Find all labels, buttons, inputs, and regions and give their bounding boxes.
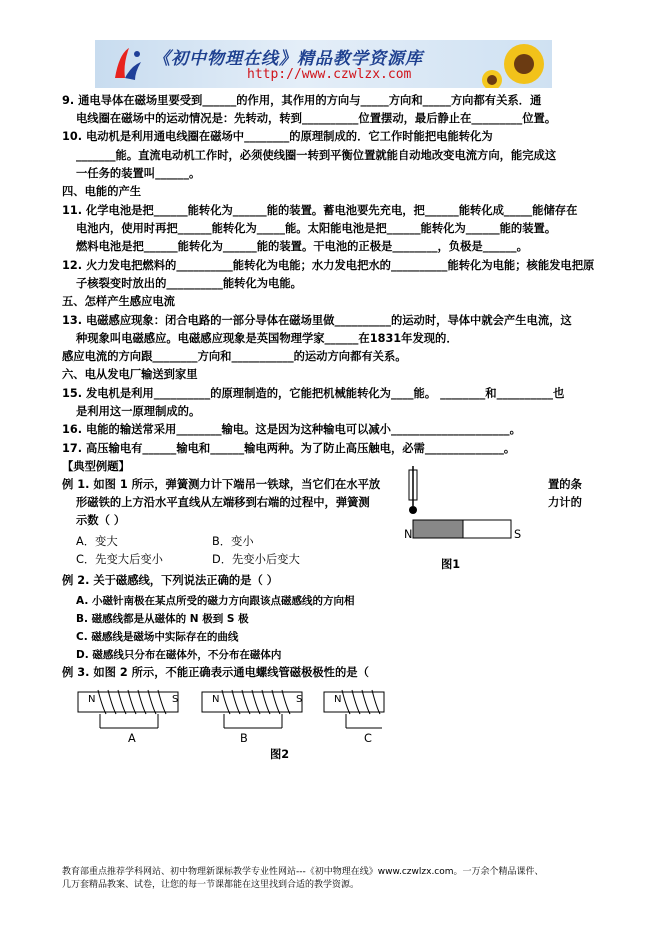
question-12-line-2: 子核裂变时放出的__________能转化为电能。 <box>76 277 302 290</box>
question-9-line-2: 电线圈在磁场中的运动情况是：先转动，转到__________位置摆动，最后静止在_________位置。 <box>76 112 557 125</box>
question-10-line-2: _______能。直流电动机工作时，必须使线圈一转到平衡位置就能自动地改变电流方向，能完成这 <box>76 149 557 162</box>
question-11-line-2: 电池内，使用时再把______能转化为_____能。太阳能电池是把______能转化为______能的装置。 <box>76 222 557 235</box>
figure-2-label-c: C <box>364 732 372 745</box>
figure-2-b-s-pole: S <box>296 694 303 705</box>
figure-2-a-n-pole: N <box>88 694 96 705</box>
example-2-choice-d: D. 磁感线只分布在磁体外，不分布在磁体内 <box>76 649 282 661</box>
example-2-choice-a: A. 小磁针南极在某点所受的磁力方向跟该点磁感线的方向相 <box>76 595 355 607</box>
figure-1-n-label: N <box>404 528 413 541</box>
site-logo-icon <box>109 44 145 84</box>
banner-title: 《初中物理在线》精品教学资源库 <box>153 49 423 69</box>
banner-url[interactable]: http://www.czwlzx.com <box>247 67 412 82</box>
section-4-heading: 四、电能的产生 <box>62 185 142 198</box>
example-1-line-1-left: 例 1. 如图 1 所示，弹簧测力计下端吊一铁球，当它们在水平放 <box>62 478 381 491</box>
sunflower-icon <box>480 40 550 88</box>
question-10-line-3: 一任务的装置叫______。 <box>76 167 201 180</box>
figure-2-diagram <box>70 684 390 744</box>
question-11-line-1: 11. 化学电池是把______能转化为______能的装置。蓄电池要先充电，把______能转化成_____能储存在 <box>62 204 578 217</box>
example-1-line-2-right: 力计的 <box>548 496 582 509</box>
question-12-line-1: 12. 火力发电把燃料的__________能转化为电能；水力发电把水的__________能转化为电能；核能发电把原 <box>62 259 595 272</box>
figure-2-a-s-pole: S <box>172 694 179 705</box>
example-1-choice-c: C．先变大后变小 <box>76 553 163 566</box>
question-16: 16. 电能的输送常采用________输电。这是因为这种输电可以减小_____________________。 <box>62 423 521 436</box>
example-1-line-2-left: 形磁铁的上方沿水平直线从左端移到右端的过程中，弹簧测 <box>76 496 370 509</box>
example-1-choice-d: D．先变小后变大 <box>212 553 300 566</box>
example-2-choice-b: B. 磁感线都是从磁体的 N 极到 S 极 <box>76 613 249 625</box>
section-5-heading: 五、怎样产生感应电流 <box>62 295 175 308</box>
figure-2-label-a: A <box>128 732 136 745</box>
typical-examples-heading: 【典型例题】 <box>62 460 130 473</box>
example-2-stem: 例 2. 关于磁感线，下列说法正确的是（ ） <box>62 574 278 587</box>
question-10-line-1: 10. 电动机是利用通电线圈在磁场中________的原理制成的．它工作时能把电能转化为 <box>62 130 493 143</box>
question-13-line-2: 种现象叫电磁感应。电磁感应现象是英国物理学家______在1831年发现的． <box>76 332 458 345</box>
example-1-choice-b: B．变小 <box>212 535 254 548</box>
example-2-choice-c: C. 磁感线是磁场中实际存在的曲线 <box>76 631 239 643</box>
figure-2-caption: 图2 <box>270 748 290 761</box>
question-15-line-2: 是利用这一原理制成的。 <box>76 405 201 418</box>
footer-line-1: 教育部重点推荐学科网站、初中物理新课标教学专业性网站---《初中物理在线》www.czwlzx.com。一万余个精品课件、 <box>62 867 544 877</box>
example-1-choice-a: A．变大 <box>76 535 118 548</box>
question-15-line-1: 15. 发电机是利用__________的原理制造的，它能把机械能转化为____能。 ________和__________也 <box>62 387 565 400</box>
question-11-line-3: 燃料电池是把______能转化为______能的装置。干电池的正极是________，负极是______。 <box>76 240 528 253</box>
question-13-line-3: 感应电流的方向跟________方向和___________的运动方向都有关系。 <box>62 350 407 363</box>
figure-2-label-b: B <box>240 732 248 745</box>
question-17: 17. 高压输电有______输电和______输电两种。为了防止高压触电，必需______________。 <box>62 442 516 455</box>
question-13-line-1: 13. 电磁感应现象：闭合电路的一部分导体在磁场里做__________的运动时，导体中就会产生电流，这 <box>62 314 572 327</box>
figure-1-caption: 图1 <box>441 558 461 571</box>
example-1-line-3: 示数（ ） <box>76 514 126 527</box>
example-3-stem: 例 3. 如图 2 所示，不能正确表示通电螺线管磁极极性的是（ <box>62 666 369 679</box>
footer-line-2: 几万套精品教案、试卷，让您的每一节课都能在这里找到合适的教学资源。 <box>62 880 360 890</box>
figure-2-b-n-pole: N <box>212 694 220 705</box>
example-1-line-1-right: 置的条 <box>548 478 582 491</box>
figure-2-c-n-pole: N <box>334 694 342 705</box>
question-9-line-1: 9. 通电导体在磁场里要受到______的作用，其作用的方向与_____方向和_____方向都有关系．通 <box>62 94 542 107</box>
solenoid-c <box>324 690 384 728</box>
section-6-heading: 六、电从发电厂输送到家里 <box>62 368 198 381</box>
figure-1-s-label: S <box>514 528 522 541</box>
header-banner <box>95 40 552 88</box>
